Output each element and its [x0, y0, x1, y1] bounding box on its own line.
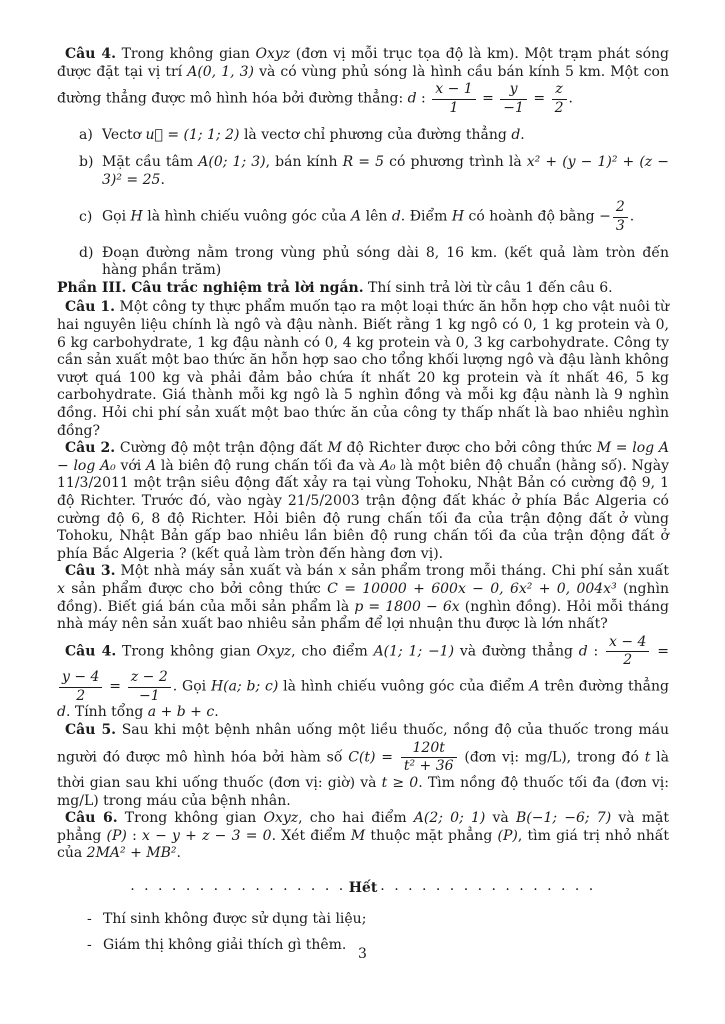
math-text: (P) [497, 827, 518, 844]
statement-d [57, 245, 669, 280]
math-text: x − y + z − 3 = 0 [142, 827, 272, 844]
bold-text: Câu 3. [65, 563, 116, 580]
question-cau4-part3-paragraph: Câu 4. Trong không gian Oxyz, cho điểm A(1; 1; −1) và đường thẳng d : $\frac{x - 4}{2}$ = $\frac{y - 4}{2}$ = $\frac{z - 2}{-1}$ . Gọi H(a; b; c) là hình chiếu vuông góc của điểm A trên đường thẳng d. Tính tổng a + b + c. [57, 633, 669, 721]
question-cau5-paragraph: Câu 5. Sau khi một bệnh nhân uống một liều thuốc, nồng độ của thuốc trong máu người đó được mô hình hóa bởi hàm số C(t) = $\frac{120t}{\text{t² + 36}}$ (đơn vị: mg/L), trong đó t là thời gian sau khi uống thuốc (đơn vị: giờ) và t ≥ 0. Tìm nồng độ thuốc tối đa (đơn vị: mg/L) trong máu của bệnh nhân. [57, 722, 669, 809]
math-text: A(0; 1; 3) [198, 154, 266, 171]
math-text: A(0, 1, 3) [187, 63, 255, 80]
bold-text: Câu 1. [65, 299, 115, 316]
bold-text: Câu 4. [65, 643, 117, 660]
question-cau6-paragraph: Câu 6. Trong không gian Oxyz, cho hai điểm A(2; 0; 1) và B(−1; −6; 7) và mặt phẳng (P) : x − y + z − 3 = 0. Xét điểm M thuộc mặt phẳng (P), tìm giá trị nhỏ nhất của 2MA² + MB². [57, 810, 670, 862]
fraction: $\frac{z - 2}{-1}$ [128, 669, 171, 704]
math-text: A [146, 457, 157, 474]
math-text: C(t) = [348, 749, 399, 766]
divider-dots-right: . . . . . . . . . . . . . . . . [380, 877, 596, 894]
math-text: x [57, 580, 65, 597]
bold-text: Phần III. Câu trắc nghiệm trả lời ngắn. [57, 279, 364, 296]
math-text: 2MA² + MB² [86, 845, 177, 862]
page-content [57, 44, 669, 955]
part3-section-header: Phần III. Câu trắc nghiệm trả lời ngắn. Thí sinh trả lời từ câu 1 đến câu 6. [57, 279, 613, 296]
math-text: H(a; b; c) [210, 678, 279, 695]
fraction: $\frac{y - 4}{2}$ [59, 669, 102, 704]
math-text: d [511, 126, 521, 143]
math-text: H [130, 208, 143, 225]
statement-a [57, 127, 669, 145]
statement-d-text: Đoạn đường nằm trong vùng phủ sóng dài 8, 16 km. (kết quả làm tròn đến hàng phần trăm) [102, 244, 669, 279]
math-text: d [391, 208, 401, 225]
math-text: a + b + c [147, 704, 215, 721]
bold-text: Câu 6. [65, 810, 118, 827]
math-text: A(1; 1; −1) [373, 643, 455, 660]
math-text: (P) [106, 827, 127, 844]
statement-a-text: Vectơ u⃗ = (1; 1; 2) là vectơ chỉ phương của đường thẳng d. [102, 126, 525, 143]
fraction: $\frac{z}{2}$ [552, 81, 567, 116]
note-1-marker: - [87, 910, 92, 927]
bold-text: Câu 5. [65, 722, 117, 738]
question-cau4-part2-paragraph: Câu 4. Trong không gian Oxyz (đơn vị mỗi trục tọa độ là km). Một trạm phát sóng được đặt tại vị trí A(0, 1, 3) và có vùng phủ sóng là hình cầu bán kính 5 km. Một con đường thẳng được mô hình hóa bởi đường thẳng: d : $\frac{x - 1}{1}$ = $\frac{y}{-1}$ = $\frac{z}{2}$ . [57, 46, 670, 116]
math-text: M = log A − log A₀ [57, 440, 669, 474]
math-text: A [351, 208, 362, 225]
end-divider [57, 878, 669, 898]
math-text: x [338, 563, 347, 580]
bold-text: Câu 4. [65, 46, 117, 62]
statement-c-label: c) [79, 208, 93, 225]
fraction: $\frac{x - 4}{2}$ [606, 634, 649, 669]
math-text: Oxyz [255, 46, 291, 62]
math-text: A [529, 678, 540, 695]
statement-a-label: a) [79, 126, 93, 143]
math-text: A(2; 0; 1) [413, 810, 486, 827]
math-text: H [451, 208, 465, 225]
math-text: Oxyz [256, 643, 292, 660]
statement-d-label: d) [79, 244, 94, 261]
statement-c [57, 199, 669, 234]
math-text: R = 5 [342, 154, 385, 171]
math-text: M [350, 827, 366, 844]
statement-b [57, 154, 669, 189]
fraction: $\frac{2}{3}$ [613, 199, 628, 234]
math-text: p = 1800 − 6x [354, 598, 460, 615]
math-text: d [407, 90, 417, 107]
fraction: $\frac{y}{-1}$ [500, 81, 527, 116]
math-text: Oxyz [263, 810, 299, 827]
math-text: t ≥ 0 [381, 774, 419, 791]
fraction: $\frac{120t}{\text{t² + 36}}$ [401, 740, 457, 775]
question-cau2-paragraph: Câu 2. Cường độ một trận động đất M độ Richter được cho bởi công thức M = log A − log A₀ với A là biên độ rung chấn tối đa và A₀ là một biên độ chuẩn (hằng số). Ngày 11/3/2011 một trận siêu động đất xảy ra tại vùng Tohoku, Nhật Bản có cường độ 9, 1 độ Richter. Trước đó, vào ngày 21/5/2003 trận động đất khác ở phía Bắc Algeria có cường độ 6, 8 độ Richter. Hỏi biên độ rung chấn tối đa của trận động đất ở vùng Tohoku, Nhật Bản gấp bao nhiêu lần biên độ rung chấn tối đa của trận động đất ở phía Bắc Algeria ? (kết quả làm tròn đến hàng đơn vị). [57, 440, 669, 562]
note-2-text: Giám thị không giải thích gì thêm. [103, 937, 347, 954]
fraction: $\frac{x - 1}{1}$ [432, 81, 475, 116]
question-cau3-paragraph: Câu 3. Một nhà máy sản xuất và bán x sản phẩm trong mỗi tháng. Chi phí sản xuất x sản phẩm được cho bởi công thức C = 10000 + 600x − 0, 6x² + 0, 004x³ (nghìn đồng). Biết giá bán của mỗi sản phẩm là p = 1800 − 6x (nghìn đồng). Hỏi mỗi tháng nhà máy nên sản xuất bao nhiêu sản phẩm để lợi nhuận thu được là lớn nhất? [57, 563, 669, 633]
statement-b-text: Mặt cầu tâm A(0; 1; 3), bán kính R = 5 có phương trình là x² + (y − 1)² + (z − 3)² = 25. [102, 154, 670, 188]
statement-c-text: Gọi H là hình chiếu vuông góc của A lên d. Điểm H có hoành độ bằng − $\frac{2}{3}$ . [102, 199, 635, 234]
math-text: M [327, 440, 342, 457]
math-text: − [599, 208, 611, 225]
math-text: d [57, 704, 66, 721]
note-2-marker: - [87, 937, 92, 954]
math-text: d [578, 643, 588, 660]
math-text: B(−1; −6; 7) [515, 810, 612, 827]
divider-label: Hết [348, 879, 378, 896]
question-cau1-paragraph: Câu 1. Một công ty thực phẩm muốn tạo ra một loại thức ăn hỗn hợp cho vật nuôi từ hai nguyên liệu chính là ngô và đậu nành. Biết rằng 1 kg ngô có 0, 1 kg protein và 0, 6 kg carbohydrate, 1 kg đậu nành có 0, 4 kg protein và 0, 3 kg carbohydrate. Công ty cần sản xuất một bao thức ăn hỗn hợp sao cho tổng khối lượng ngô và đậu lành không vượt quá 100 kg và phải đảm bảo chứa ít nhất 20 kg protein và ít nhất 46, 5 kg carbohydrate. Giá thành mỗi kg ngô là 5 nghìn đồng và mỗi kg đậu nành là 9 nghìn đồng. Hỏi chi phí sản xuất một bao thức ăn của công ty thấp nhất là bao nhiêu nghìn đồng? [57, 299, 669, 439]
math-text: u⃗ = (1; 1; 2) [145, 126, 240, 143]
note-1-text: Thí sinh không được sử dụng tài liệu; [103, 910, 367, 927]
bold-text: Câu 2. [65, 440, 116, 457]
page-number: 3 [358, 946, 367, 962]
statement-list [57, 127, 669, 280]
math-text: x² + (y − 1)² + (z − 3)² = 25 [102, 154, 670, 188]
math-text: t [644, 749, 651, 766]
note-1 [57, 911, 669, 929]
statement-b-label: b) [79, 154, 94, 171]
divider-dots-left: . . . . . . . . . . . . . . . . [130, 877, 346, 894]
math-text: C = 10000 + 600x − 0, 6x² + 0, 004x³ [327, 580, 617, 597]
math-text: A₀ [379, 457, 396, 474]
